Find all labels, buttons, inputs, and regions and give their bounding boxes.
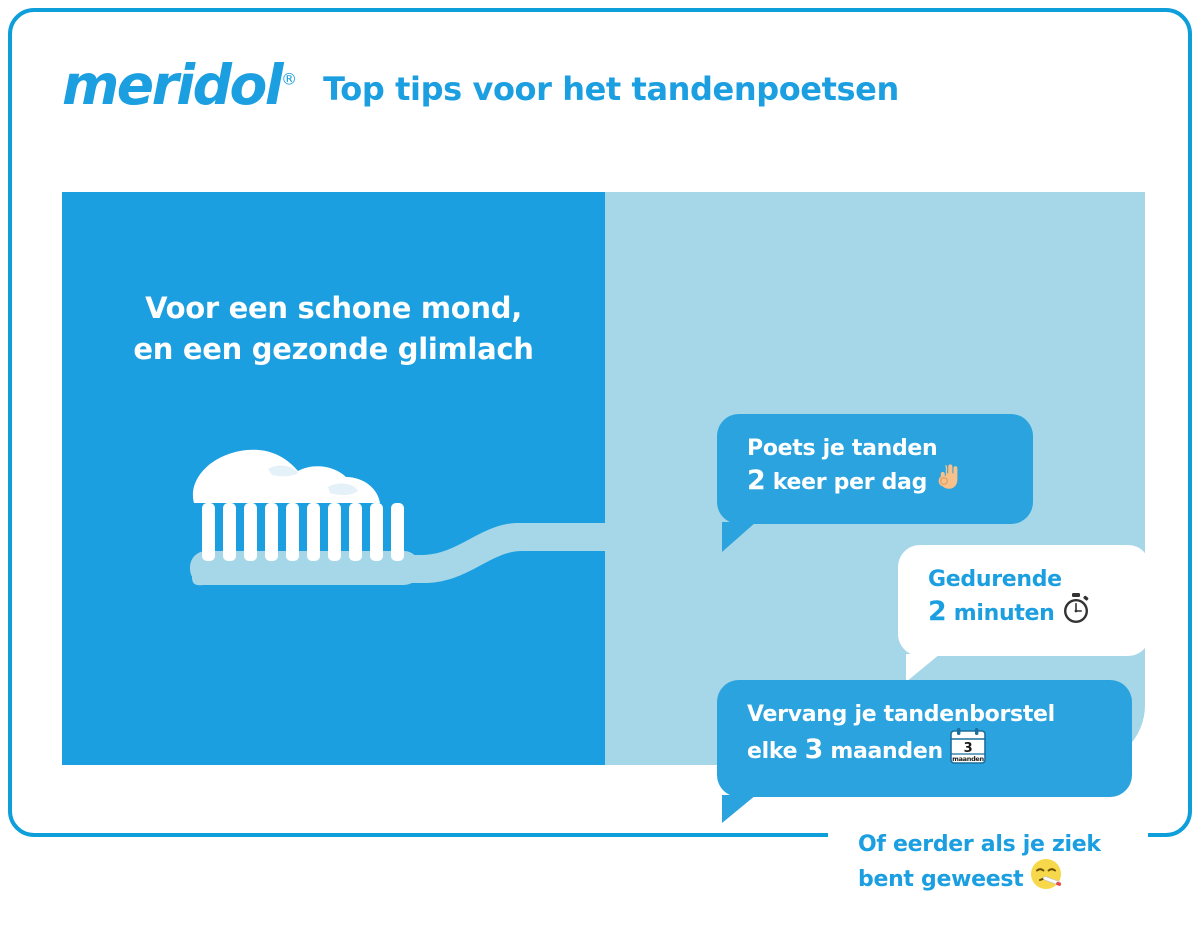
tip-frequency-line-1: Poets je tanden [747, 436, 938, 461]
bubble-tail [906, 654, 940, 682]
tip-illness-line-1: Of eerder als je ziek [858, 832, 1101, 857]
tip-illness-text: bent geweest [858, 867, 1024, 893]
svg-text:3: 3 [963, 741, 973, 757]
tip-duration-number: 2 [928, 596, 947, 628]
tip-frequency-text: keer per dag [765, 470, 928, 496]
header [62, 53, 899, 117]
toothpaste-blob [193, 450, 380, 503]
tip-illness-line-2 [858, 859, 1122, 901]
tip-replace-line-1: Vervang je tandenborstel [747, 702, 1055, 727]
bubble-tail [722, 795, 756, 823]
bubble-tail [836, 921, 870, 949]
tip-bubble-illness[interactable] [828, 810, 1148, 923]
tip-replace-prefix: elke [747, 739, 805, 765]
slogan-line-1: Voor een schone mond, [145, 291, 522, 325]
slogan-line-2: en een gezonde glimlach [133, 332, 534, 367]
tip-duration-text: minuten [946, 601, 1055, 627]
page-title: Top tips voor het tandenpoetsen [323, 70, 899, 108]
calendar-icon [949, 727, 987, 773]
svg-text:maanden: maanden [951, 755, 984, 764]
tip-duration-line-2 [928, 594, 1124, 634]
tip-bubble-replace[interactable] [717, 680, 1132, 797]
tip-frequency-number: 2 [747, 465, 766, 497]
tip-replace-text: maanden [822, 739, 943, 765]
bubble-tail [722, 522, 756, 552]
tip-bubble-duration[interactable] [898, 545, 1150, 656]
ok-hand-icon [933, 462, 963, 500]
tip-replace-line-2 [747, 729, 1106, 775]
stopwatch-icon [1061, 592, 1091, 632]
tip-replace-number: 3 [804, 734, 823, 766]
main-panel [62, 192, 1145, 893]
registered-trademark-icon: ® [281, 69, 298, 89]
tip-duration-line-1: Gedurende [928, 567, 1062, 592]
logo-wordmark: meridol [62, 53, 282, 117]
tip-frequency-line-2 [747, 463, 1007, 502]
toothbrush-illustration [182, 427, 742, 627]
sick-face-icon [1029, 857, 1063, 899]
slogan [62, 288, 605, 370]
tip-bubble-frequency[interactable] [717, 414, 1033, 524]
meridol-logo [62, 53, 298, 117]
